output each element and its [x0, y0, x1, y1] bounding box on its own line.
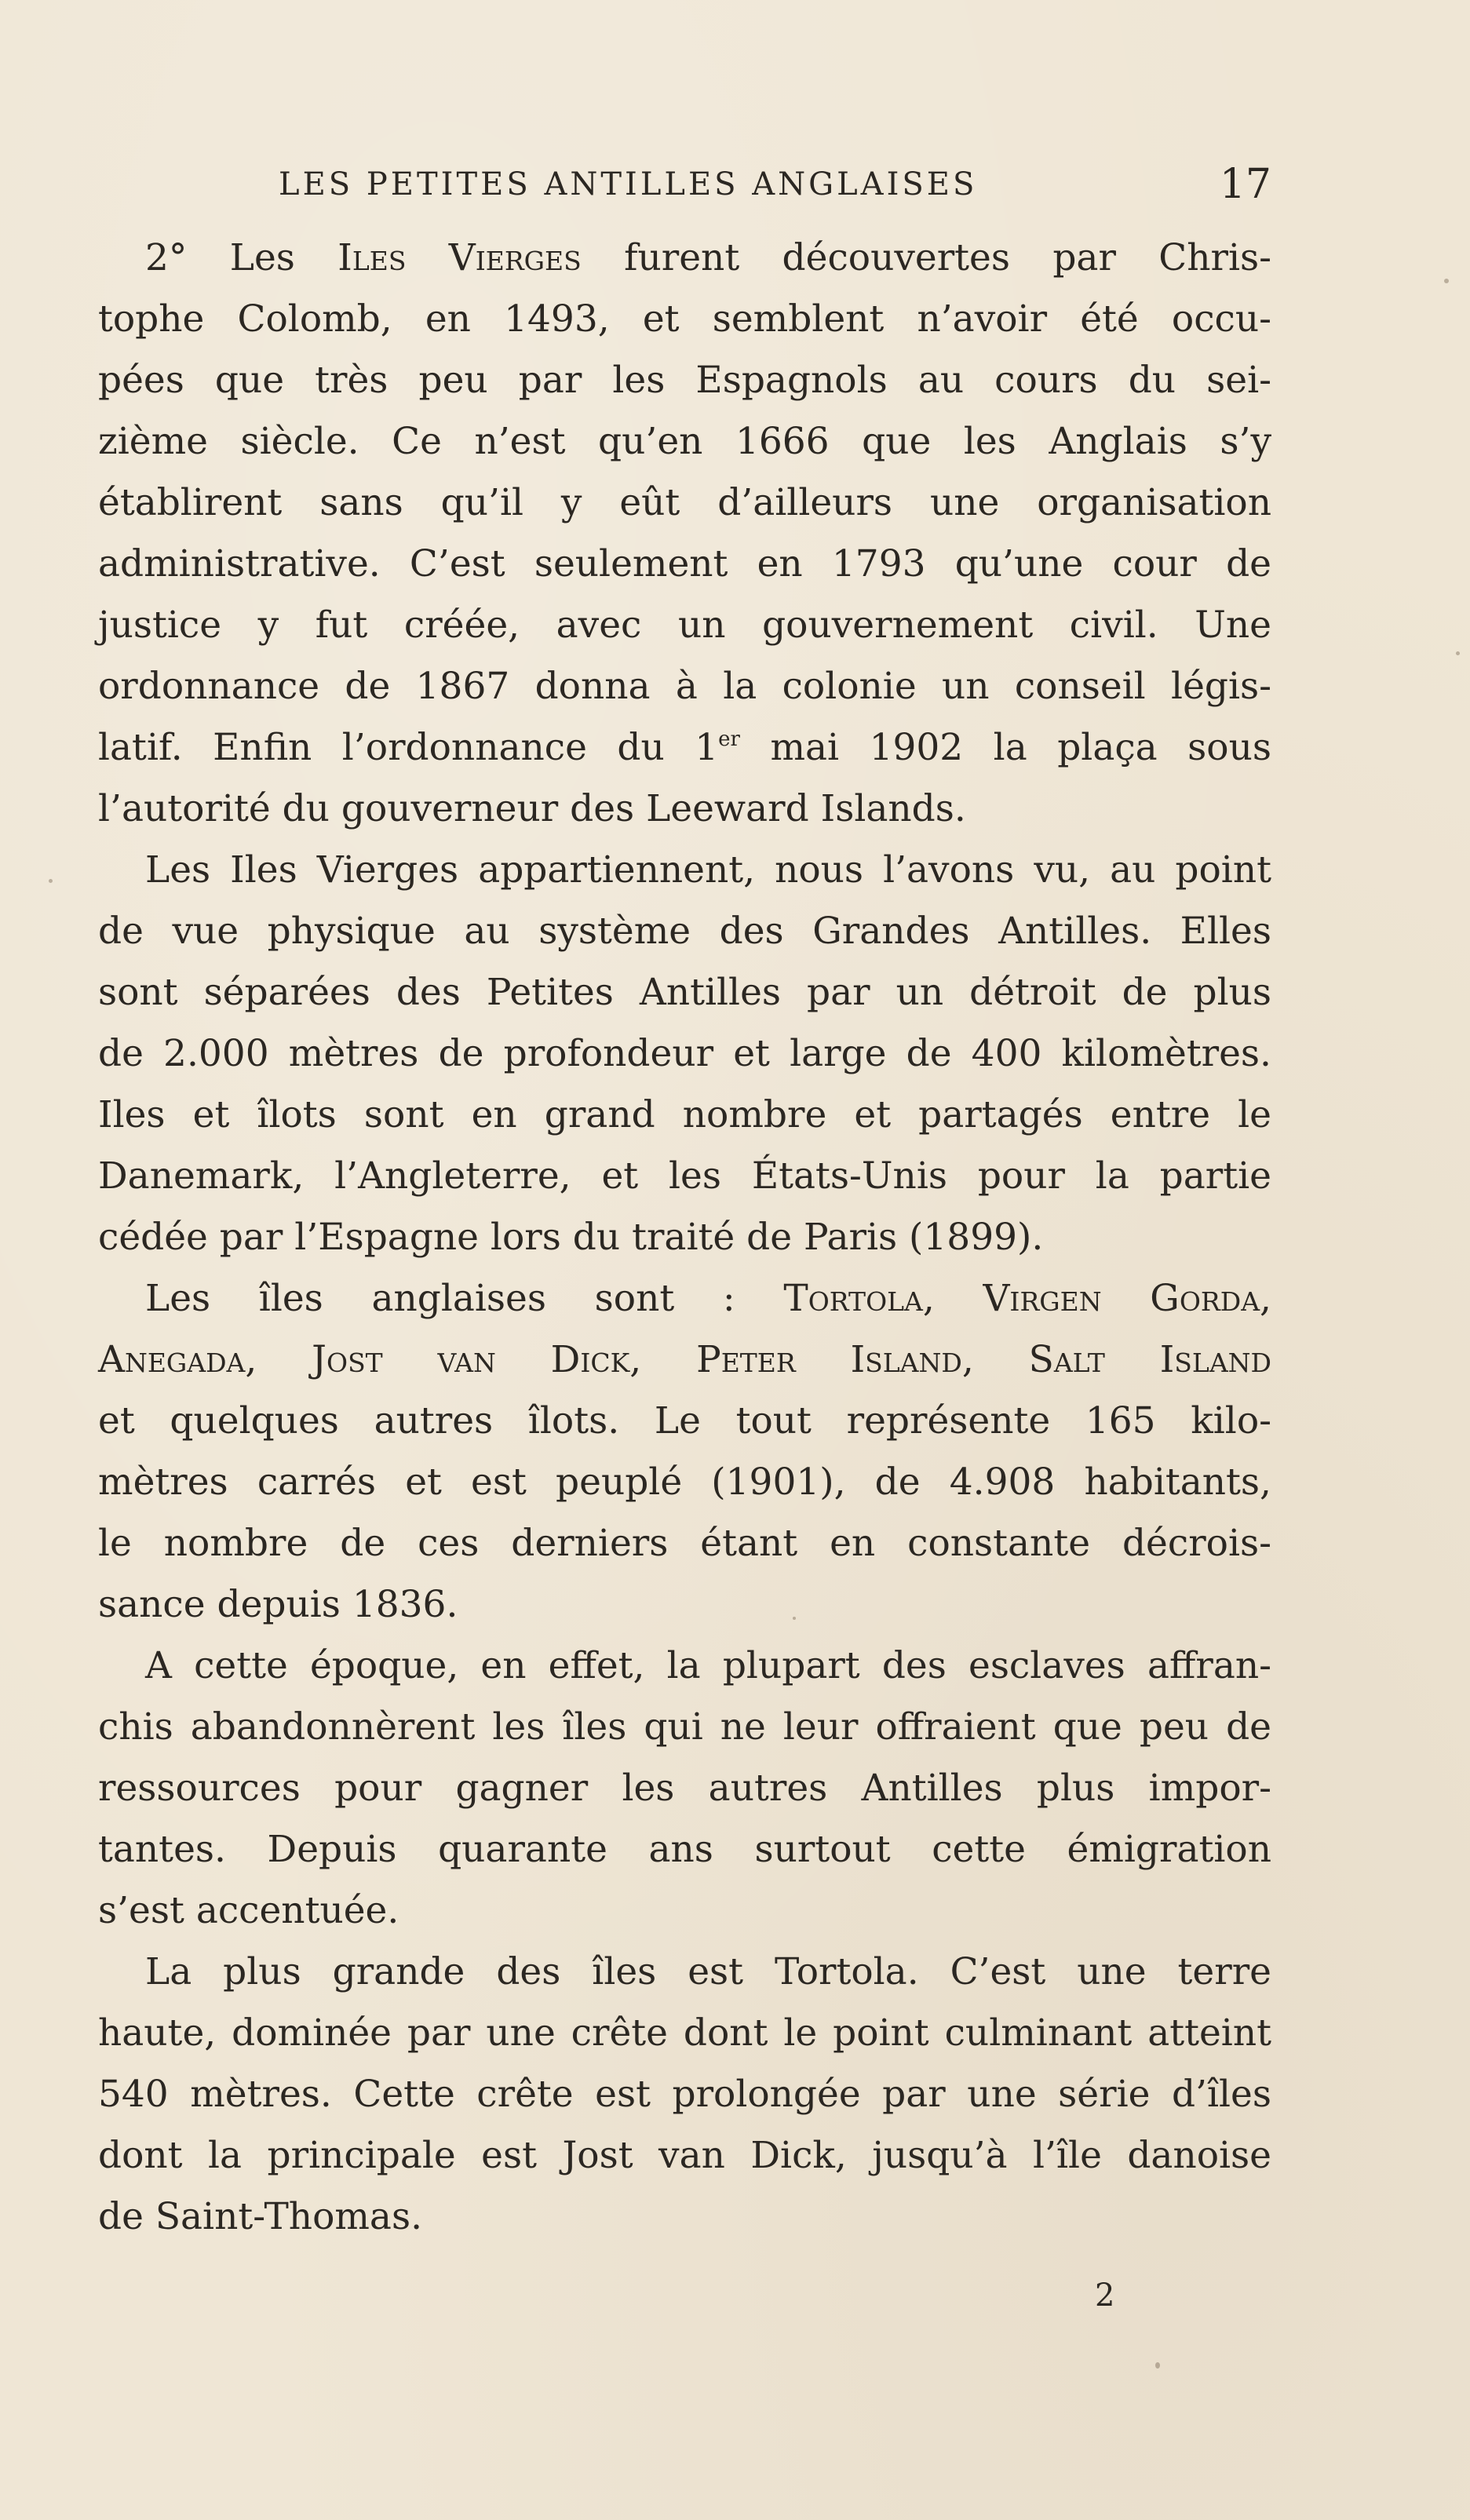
text-run: ordonnance de 1867 donna à la colonie un conseil légis- [98, 665, 1271, 708]
text-run: justice y fut créée, avec un gouvernement civil. Une [98, 604, 1271, 647]
text-line [98, 901, 1271, 962]
text-run: 2° Les [145, 236, 338, 279]
text-line [98, 2125, 1271, 2186]
text-run: mètres carrés et est peuplé (1901), de 4.908 habitants, [98, 1461, 1271, 1504]
text-line [98, 779, 1271, 840]
text-run: , [961, 1338, 1029, 1381]
text-run: tantes. Depuis quarante ans surtout cette émigration [98, 1828, 1271, 1871]
small-caps-name: Tortola [783, 1277, 923, 1320]
text-run: sance depuis 1836. [98, 1583, 458, 1626]
text-run: , [1260, 1277, 1271, 1320]
text-run: établirent sans qu’il y eût d’ailleurs une organisation [98, 481, 1271, 524]
text-line [98, 1023, 1271, 1085]
text-line [98, 717, 1271, 779]
text-run: et quelques autres îlots. Le tout représente 165 kilo- [98, 1399, 1271, 1442]
text-run: zième siècle. Ce n’est qu’en 1666 que les Anglais s’y [98, 420, 1271, 463]
small-caps-name: Peter Island [696, 1338, 962, 1381]
text-line [98, 2064, 1271, 2125]
text-line [98, 228, 1271, 289]
text-run: La plus grande des îles est Tortola. C’est une terre [145, 1950, 1271, 1993]
text-line [98, 1574, 1271, 1636]
text-run: tophe Colomb, en 1493, et semblent n’avoir été occu- [98, 297, 1271, 341]
text-run: chis abandonnèrent les îles qui ne leur offraient que peu de [98, 1705, 1271, 1749]
text-line [98, 350, 1271, 411]
paper-speck [1444, 279, 1449, 283]
body-text [98, 228, 1271, 2248]
text-line [98, 962, 1271, 1023]
paper-speck [49, 879, 53, 883]
small-caps-name: Iles Vierges [337, 236, 582, 279]
text-line [98, 595, 1271, 656]
text-line [98, 1758, 1271, 1819]
text-line [98, 289, 1271, 350]
text-run: ressources pour gagner les autres Antilles plus impor- [98, 1767, 1271, 1810]
text-line [98, 534, 1271, 595]
text-line [98, 1146, 1271, 1207]
paper-speck [1456, 651, 1460, 655]
paragraph [98, 840, 1271, 1268]
text-run: l’autorité du gouverneur des Leeward Islands. [98, 787, 966, 830]
paragraph [98, 228, 1271, 840]
paragraph [98, 1636, 1271, 1942]
text-run: Danemark, l’Angleterre, et les États-Unis pour la partie [98, 1154, 1271, 1198]
text-line [98, 2186, 1271, 2248]
text-run: de Saint-Thomas. [98, 2195, 423, 2238]
text-run: de 2.000 mètres de profondeur et large de 400 kilomètres. [98, 1032, 1271, 1075]
text-line [98, 1513, 1271, 1574]
text-run: Les Iles Vierges appartiennent, nous l’avons vu, au point [145, 848, 1271, 892]
text-line [98, 1942, 1271, 2003]
text-run: , [629, 1338, 697, 1381]
small-caps-name: Salt Island [1028, 1338, 1271, 1381]
page-header [279, 161, 1271, 208]
text-run: , [922, 1277, 983, 1320]
running-title: LES PETITES ANTILLES ANGLAISES [279, 166, 978, 202]
text-line [98, 1207, 1271, 1268]
paragraph [98, 1268, 1271, 1636]
text-line [98, 1085, 1271, 1146]
text-run: de vue physique au système des Grandes Antilles. Elles [98, 910, 1271, 953]
text-run: dont la principale est Jost van Dick, jusqu’à l’île danoise [98, 2134, 1271, 2177]
page-number: 17 [1219, 161, 1271, 208]
text-line [98, 1391, 1271, 1452]
text-run: latif. Enfin l’ordonnance du 1 [98, 726, 719, 769]
text-run: Les îles anglaises sont : [145, 1277, 784, 1320]
superscript: er [718, 728, 740, 751]
text-run: le nombre de ces derniers étant en constante décrois- [98, 1522, 1271, 1565]
text-line [98, 2003, 1271, 2064]
text-run: 540 mètres. Cette crête est prolongée par une série d’îles [98, 2073, 1271, 2116]
text-line [98, 1880, 1271, 1942]
text-run: haute, dominée par une crête dont le point culminant atteint [98, 2011, 1271, 2055]
text-line [98, 656, 1271, 717]
text-run: Iles et îlots sont en grand nombre et partagés entre le [98, 1093, 1271, 1136]
text-line [98, 1452, 1271, 1513]
text-run: mai 1902 la plaça sous [739, 726, 1271, 769]
small-caps-name: Anegada [98, 1338, 246, 1381]
text-line [98, 1819, 1271, 1880]
text-run: A cette époque, en effet, la plupart des esclaves affran- [145, 1644, 1271, 1687]
text-line [98, 1636, 1271, 1697]
paper-speck [1155, 2362, 1160, 2369]
text-line [98, 1697, 1271, 1758]
signature-mark: 2 [1095, 2277, 1115, 2314]
text-run: cédée par l’Espagne lors du traité de Paris (1899). [98, 1216, 1044, 1259]
text-run: administrative. C’est seulement en 1793 qu’une cour de [98, 542, 1271, 585]
text-run: furent découvertes par Chris- [581, 236, 1271, 279]
paragraph [98, 1942, 1271, 2248]
text-run: s’est accentuée. [98, 1889, 399, 1932]
text-run: sont séparées des Petites Antilles par un détroit de plus [98, 971, 1271, 1014]
text-line [98, 411, 1271, 472]
text-line [98, 840, 1271, 901]
text-run: pées que très peu par les Espagnols au cours du sei- [98, 359, 1271, 402]
text-line [98, 1268, 1271, 1329]
paper-speck [793, 1617, 796, 1620]
text-line [98, 472, 1271, 534]
text-line [98, 1329, 1271, 1391]
small-caps-name: Jost van Dick [312, 1338, 630, 1381]
small-caps-name: Virgen Gorda [983, 1277, 1260, 1320]
text-run: , [245, 1338, 312, 1381]
